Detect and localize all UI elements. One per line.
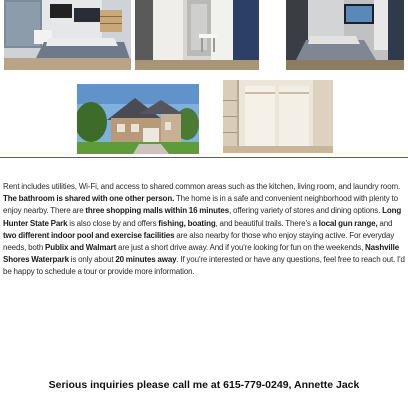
hallway-photo[interactable] <box>135 0 259 70</box>
bedroom-photo[interactable] <box>4 0 131 70</box>
tv-room-photo[interactable] <box>286 0 404 70</box>
listing-description: Rent includes utilities, Wi-Fi, and access to shared common areas such as the kitchen, living room, and laundry room. The bathroom is shared with one other person. The home is in a safe and convenient neighborhood with plenty to enjoy nearby. There are three shopping malls within 16 minutes, offering variety of stores and dining options. Long Hunter State Park is also close by and offers fishing, boating, and beautiful trails. There's a local gun range, and two different indoor pool and exercise facilities are also nearby for those who enjoy staying active. For everyday needs, both Publix and Walmart are just a short drive away. And if you're looking for fun on the weekends, Nashville Shores Waterpark is only about 20 minutes away. If you're interested or have any questions, feel free to reach out. I'd be happy to schedule a tour or provide more information. <box>3 182 405 277</box>
house-exterior-photo[interactable] <box>77 84 199 154</box>
closet-photo[interactable] <box>223 80 333 153</box>
divider-line <box>0 157 408 158</box>
contact-line: Serious inquiries please call me at 615-779-0249, Annette Jack <box>48 379 360 391</box>
